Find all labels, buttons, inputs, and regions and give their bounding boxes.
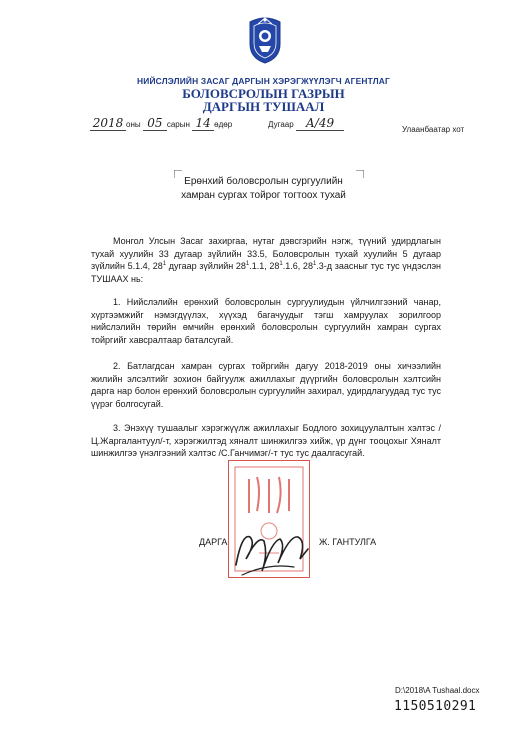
agency-name: НИЙСЛЭЛИЙН ЗАСАГ ДАРГЫН ХЭРЭГЖҮҮЛЭГЧ АГЕНТЛАГ <box>136 76 391 86</box>
order-number-label: Дугаар <box>268 120 294 129</box>
clause-3-text: 3. Энэхүү тушаалыг хэрэгжүүлж ажиллахыг Бодлого зохицуулалтын хэлтэс /Ц.Жаргалантуул/-т, хэрэгжилтэд хяналт шинжилгээ хийж, үр дүнг тооцохыг Хяналт шинжилгээ үнэлгээний хэлтэс /С.Ганчимэг/-т тус тус даалгасугай. <box>91 423 441 459</box>
date-month-suffix: сарын <box>166 120 190 129</box>
date-year-suffix: оны <box>126 120 141 129</box>
clause-1 <box>91 296 441 347</box>
order-number <box>268 116 344 131</box>
preamble-part-e: .3-д заасныг тус тус үндэслэн ТУШААХ нь: <box>91 261 442 285</box>
clause-3 <box>91 422 441 460</box>
order-title: ДАРГЫН ТУШААЛ <box>202 99 325 114</box>
handwritten-signature-icon <box>228 515 318 585</box>
preamble-part-c: .1.1, 28 <box>249 261 280 272</box>
preamble-part-a: Монгол Улсын Засаг захиргаа, нутаг дэвсгэрийн нэгж, түүний удирдлагын тухай хуулийн 33 дугаар зүйлийн 33.5, Боловсролын тухай хуулийн 5 дугаар зүйлийн 5.1.4, 28 <box>91 236 441 272</box>
date-day: 14 <box>192 116 214 131</box>
office-name: БОЛОВСРОЛЫН ГАЗРЫН <box>182 86 345 101</box>
preamble-paragraph <box>91 235 441 286</box>
preamble-sup-3: 1 <box>279 261 283 268</box>
date-day-suffix: өдөр <box>214 120 233 129</box>
preamble-part-b: дугаар зүйлийн 28 <box>166 261 246 272</box>
city: Улаанбаатар хот <box>402 125 465 134</box>
state-emblem-icon <box>246 14 284 64</box>
preamble-part-d: .1.6, 28 <box>282 261 313 272</box>
file-path: D:\2018\A Tushaal.docx <box>395 686 480 695</box>
preamble-sup-4: 1 <box>312 261 317 268</box>
subject-line-2: хамран сургах тойрог тогтоох тухай <box>181 190 346 201</box>
clause-2-text: 2. Батлагдсан хамран сургах тойргийн дагуу 2018-2019 оны хичээлийн жилийн элсэлтийг зохион байгуулж ажиллахыг дүүргийн боловсролын хэлтсийн дарга нар болон ерөнхий боловсролын сургуулийн захирал, удирдлагуудад тус тус үүрэг болгосугай. <box>91 361 441 410</box>
preamble-sup-1: 1 <box>162 261 167 268</box>
signatory-name: Ж. ГАНТУЛГА <box>319 537 377 547</box>
preamble-sup-2: 1 <box>245 261 250 268</box>
clause-1-text: 1. Нийслэлийн ерөнхий боловсролын сургуулиудын үйлчилгээний чанар, хүртээмжийг нэмэгдүүлэх, хүүхэд багачуудыг тэгш хамруулах зорилгоор нийслэлийн төрийн өмчийн ерөнхий боловсролын сургуулийн хамран сургах тойргийг хавсралтаар баталсугай. <box>91 297 441 346</box>
order-date <box>90 116 232 131</box>
date-month: 05 <box>143 116 167 131</box>
order-number-value: А/49 <box>296 116 344 131</box>
subject-line-1: Ерөнхий боловсролын сургуулийн <box>184 176 343 187</box>
clause-2 <box>91 360 441 411</box>
signatory-title: ДАРГА <box>199 537 228 547</box>
document-number: 1150510291 <box>394 699 477 714</box>
order-subject <box>0 175 527 203</box>
date-year: 2018 <box>90 116 126 131</box>
